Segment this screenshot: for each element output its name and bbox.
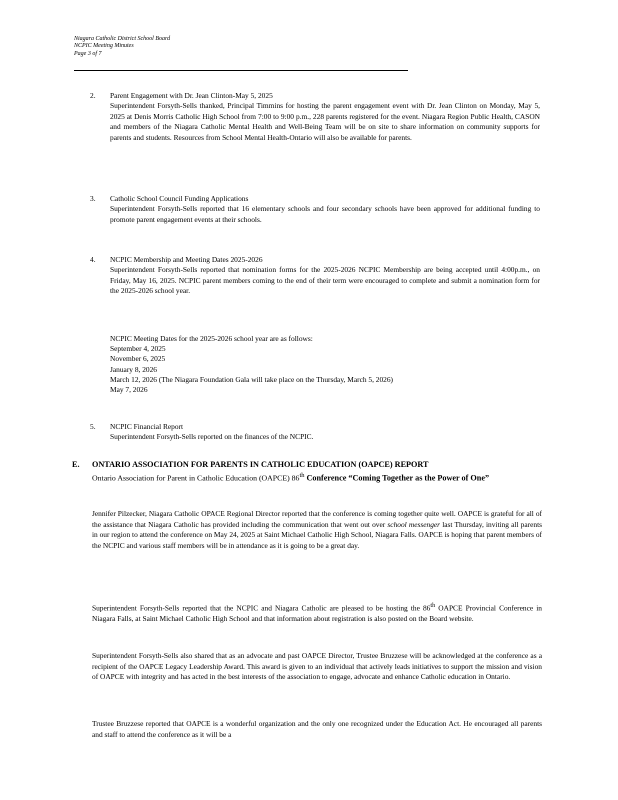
section-title: ONTARIO ASSOCIATION FOR PARENTS IN CATHOLIC EDUCATION (OAPCE) REPORT xyxy=(92,460,429,469)
item-body: Superintendent Forsyth-Sells reported that nomination forms for the 2025-2026 NCPIC Membership are being accepted until 4:00p.m., on Friday, May 16, 2025. NCPIC parent members coming to the end of their term were encouraged to complete and submit a nomination form for the 2025-2026 school year. xyxy=(110,265,540,296)
paragraph-text: Trustee Bruzzese reported that OAPCE is a wonderful organization and the only one recognized under the Education Act. He encouraged all parents and staff to attend the conference as it will be a xyxy=(92,719,542,739)
ordinal-suffix: th xyxy=(430,603,436,609)
item-title: NCPIC Financial Report xyxy=(110,422,184,431)
paragraph-text: Superintendent Forsyth-Sells also shared that as an advocate and past OAPCE Director, Trustee Bruzzese will be acknowledged at the conference as a recipient of the OAPCE Legacy Leadership Award. This award is given to an individual that actively leads initiatives to support the mission and vision of OAPCE with integrity and has acted in the best interests of the association to engage, advocate and enhance Catholic education in Ontario. xyxy=(92,651,542,682)
paragraph-text: Superintendent Forsyth-Sells reported that the NCPIC and Niagara Catholic are pleased to be hosting the 86 xyxy=(92,603,431,613)
item-title: Parent Engagement with Dr. Jean Clinton-May 5, 2025 xyxy=(110,91,273,100)
conference-ordinal: th xyxy=(299,472,305,479)
item-financial-report xyxy=(90,422,540,443)
meeting-date: November 6, 2025 xyxy=(110,354,166,364)
header-board-name: Niagara Catholic District School Board xyxy=(74,36,171,42)
item-body: Superintendent Forsyth-Sells reported on the finances of the NCPIC. xyxy=(110,432,314,442)
item-number: 5. xyxy=(90,422,96,431)
paragraph-legacy-award xyxy=(92,651,542,683)
conference-title xyxy=(92,471,552,484)
section-e-heading xyxy=(72,460,548,470)
item-title: Catholic School Council Funding Applications xyxy=(110,194,249,203)
item-body: Superintendent Forsyth-Sells reported that 16 elementary schools and four secondary schools have been approved for additional funding to promote parent engagement events at their schools. xyxy=(110,204,540,224)
meeting-dates-list xyxy=(110,334,540,395)
meeting-dates-intro: NCPIC Meeting Dates for the 2025-2026 school year are as follows: xyxy=(110,334,313,343)
conference-theme: Conference “Coming Together as the Power of One” xyxy=(306,473,490,483)
item-title: NCPIC Membership and Meeting Dates 2025-2026 xyxy=(110,255,263,264)
header-page-number: Page 3 of 7 xyxy=(74,50,102,57)
paragraph-text: last Thursday, inviting all parents in our region to attend the conference on May 24, 2025 at Saint Michael Catholic High School, Niagara Falls. OAPCE is hoping that parent members of the NCPIC and various staff members will be in attendance as it is going to be a great day. xyxy=(92,519,542,550)
conference-association: Ontario Association for Parent in Catholic Education (OAPCE) 86 xyxy=(92,473,300,483)
paragraph-text: OAPCE Provincial Conference in Niagara Falls, at Saint Michael Catholic High School and that information about registration is also posted on the Board website. xyxy=(92,603,542,624)
header-rule xyxy=(74,70,408,71)
item-number: 4. xyxy=(90,255,96,264)
header-document-title: NCPIC Meeting Minutes xyxy=(74,43,134,50)
section-letter: E. xyxy=(72,460,80,469)
page-header xyxy=(74,36,170,58)
meeting-date: May 7, 2026 xyxy=(110,385,148,395)
meeting-date: March 12, 2026 (The Niagara Foundation Gala will take place on the Thursday, March 5, 2026) xyxy=(110,374,394,384)
paragraph-hosting-conference xyxy=(92,601,542,625)
meeting-date: January 8, 2026 xyxy=(110,364,158,374)
item-funding-applications xyxy=(90,194,540,225)
item-parent-engagement xyxy=(90,91,540,143)
item-number: 2. xyxy=(90,91,96,100)
paragraph-text: Jennifer Pilzecker, Niagara Catholic OPACE Regional Director reported that the conference is coming together quite well. OAPCE is grateful for all of the assistance that Niagara Catholic has provided including the communication that went out over xyxy=(92,509,542,529)
item-number: 3. xyxy=(90,194,96,203)
paragraph-trustee-report xyxy=(92,719,542,740)
school-messenger-text: school messenger xyxy=(387,519,441,529)
item-body: Superintendent Forsyth-Sells thanked, Principal Timmins for hosting the parent engagement event with Dr. Jean Clinton on Monday, May 5, 2025 at Denis Morris Catholic High School from 7:00 to 9:00 p.m., 228 parents registered for the event. Niagara Region Public Health, CASON and members of the Niagara Catholic Mental Health and Well-Being Team will be on site to share information on community supports for parents and students. Resources from School Mental Health-Ontario will also be available for parents. xyxy=(110,101,540,142)
meeting-date: September 4, 2025 xyxy=(110,344,166,354)
item-membership-dates xyxy=(90,255,540,297)
paragraph-regional-director xyxy=(92,509,542,551)
